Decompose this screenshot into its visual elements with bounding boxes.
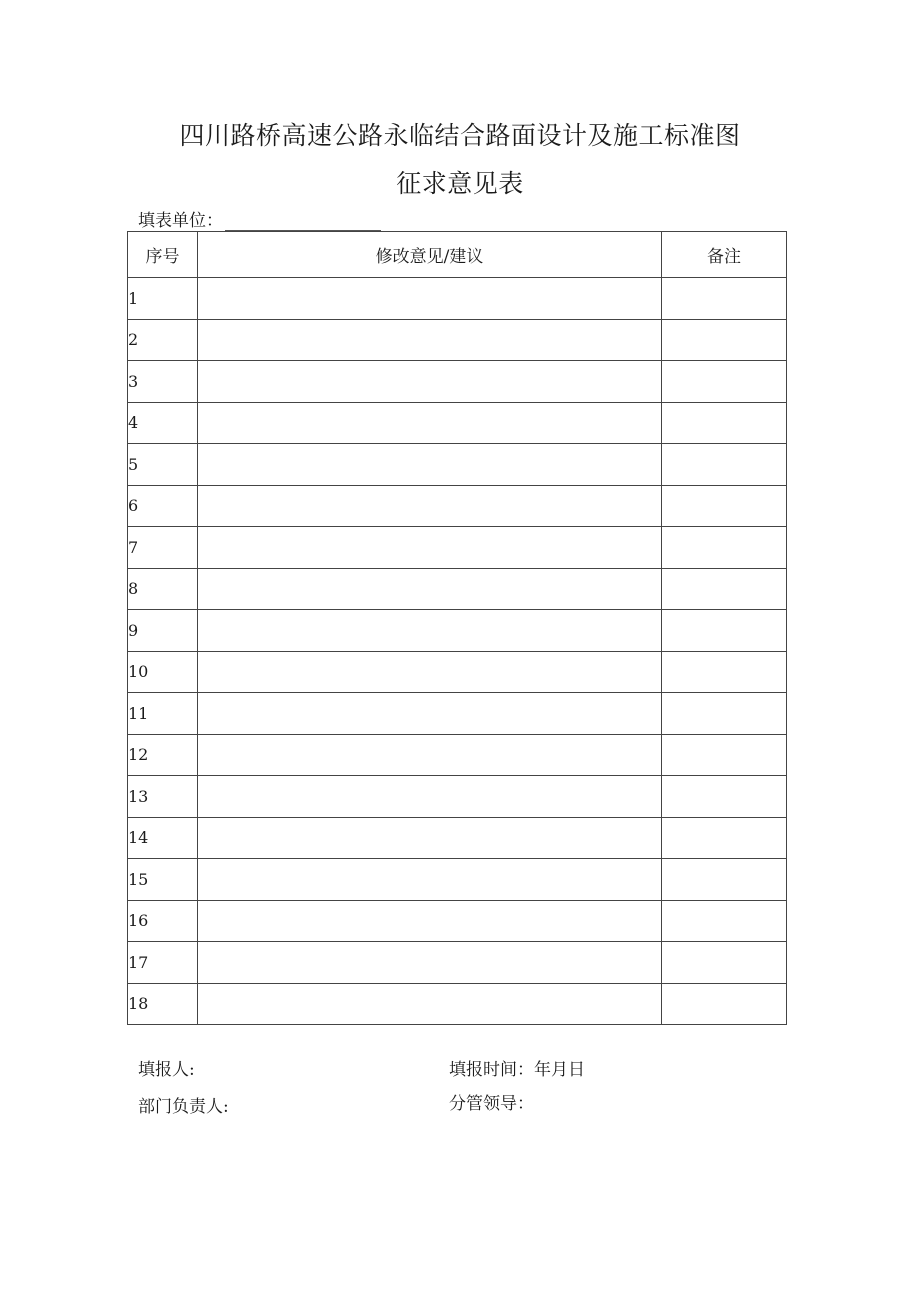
table-row (128, 278, 787, 320)
row-seq-cell: 14 (128, 817, 198, 859)
row-remark-cell[interactable] (662, 693, 787, 735)
fill-unit-blank[interactable] (225, 212, 381, 231)
row-opinion-cell[interactable] (198, 402, 662, 444)
table-row (128, 859, 787, 901)
row-opinion-cell[interactable] (198, 444, 662, 486)
table-row (128, 651, 787, 693)
row-opinion-cell[interactable] (198, 859, 662, 901)
row-remark-cell[interactable] (662, 444, 787, 486)
row-remark-cell[interactable] (662, 527, 787, 569)
row-seq-cell: 17 (128, 942, 198, 984)
row-remark-cell[interactable] (662, 361, 787, 403)
table-row (128, 983, 787, 1025)
row-remark-cell[interactable] (662, 651, 787, 693)
row-remark-cell[interactable] (662, 568, 787, 610)
row-opinion-cell[interactable] (198, 278, 662, 320)
fill-time-label: 填报时间：年月日 (449, 1060, 585, 1080)
row-seq-cell: 6 (128, 485, 198, 527)
header-seq: 序号 (128, 232, 198, 278)
row-seq-cell: 1 (128, 278, 198, 320)
row-remark-cell[interactable] (662, 776, 787, 818)
row-seq-cell: 3 (128, 361, 198, 403)
table-row (128, 776, 787, 818)
row-seq-cell: 5 (128, 444, 198, 486)
row-opinion-cell[interactable] (198, 568, 662, 610)
opinion-table (127, 231, 787, 1025)
row-seq-cell: 8 (128, 568, 198, 610)
table-row (128, 817, 787, 859)
row-opinion-cell[interactable] (198, 485, 662, 527)
row-seq-cell: 12 (128, 734, 198, 776)
table-row (128, 568, 787, 610)
row-opinion-cell[interactable] (198, 817, 662, 859)
fill-unit-label: 填表单位： (138, 211, 223, 231)
row-seq-cell: 13 (128, 776, 198, 818)
row-seq-cell: 18 (128, 983, 198, 1025)
row-opinion-cell[interactable] (198, 610, 662, 652)
table-body (128, 278, 787, 1025)
filler-label: 填报人: (138, 1060, 195, 1080)
table-header-row (128, 232, 787, 278)
fill-unit-line (138, 206, 381, 231)
row-remark-cell[interactable] (662, 485, 787, 527)
row-seq-cell: 7 (128, 527, 198, 569)
table-row (128, 402, 787, 444)
row-opinion-cell[interactable] (198, 693, 662, 735)
table-row (128, 485, 787, 527)
row-opinion-cell[interactable] (198, 651, 662, 693)
row-remark-cell[interactable] (662, 942, 787, 984)
row-seq-cell: 10 (128, 651, 198, 693)
table-row (128, 610, 787, 652)
header-opinion: 修改意见/建议 (198, 232, 662, 278)
row-opinion-cell[interactable] (198, 527, 662, 569)
row-seq-cell: 15 (128, 859, 198, 901)
row-opinion-cell[interactable] (198, 319, 662, 361)
row-remark-cell[interactable] (662, 817, 787, 859)
row-remark-cell[interactable] (662, 319, 787, 361)
row-remark-cell[interactable] (662, 734, 787, 776)
table-row (128, 900, 787, 942)
table-row (128, 319, 787, 361)
row-seq-cell: 11 (128, 693, 198, 735)
leader-label: 分管领导： (449, 1094, 534, 1114)
row-seq-cell: 9 (128, 610, 198, 652)
row-opinion-cell[interactable] (198, 361, 662, 403)
row-opinion-cell[interactable] (198, 900, 662, 942)
document-subtitle: 征求意见表 (396, 169, 524, 198)
dept-head-label: 部门负责人: (138, 1097, 229, 1117)
row-seq-cell: 16 (128, 900, 198, 942)
row-opinion-cell[interactable] (198, 776, 662, 818)
table-row (128, 361, 787, 403)
table-row (128, 444, 787, 486)
table-row (128, 527, 787, 569)
row-remark-cell[interactable] (662, 402, 787, 444)
row-remark-cell[interactable] (662, 610, 787, 652)
row-remark-cell[interactable] (662, 859, 787, 901)
document-title: 四川路桥高速公路永临结合路面设计及施工标准图 (179, 121, 741, 150)
table-row (128, 734, 787, 776)
row-seq-cell: 4 (128, 402, 198, 444)
header-remark: 备注 (662, 232, 787, 278)
row-opinion-cell[interactable] (198, 942, 662, 984)
row-opinion-cell[interactable] (198, 734, 662, 776)
table-row (128, 693, 787, 735)
row-opinion-cell[interactable] (198, 983, 662, 1025)
row-remark-cell[interactable] (662, 900, 787, 942)
row-remark-cell[interactable] (662, 278, 787, 320)
row-seq-cell: 2 (128, 319, 198, 361)
row-remark-cell[interactable] (662, 983, 787, 1025)
table-row (128, 942, 787, 984)
